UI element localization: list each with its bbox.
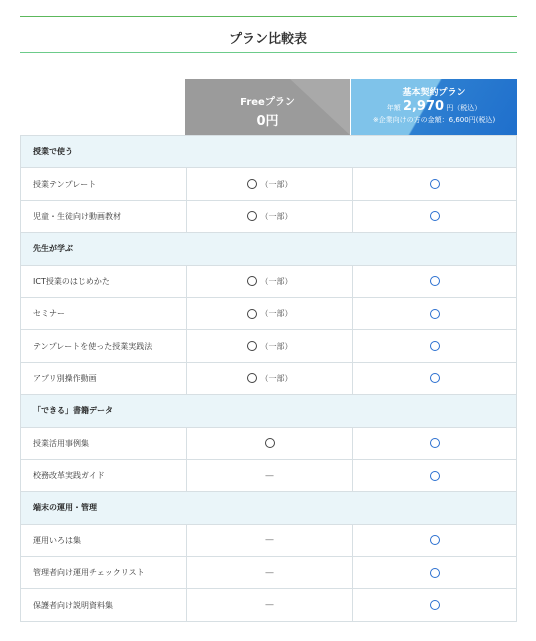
included-circle-icon: [430, 600, 440, 610]
free-plan-cell: [186, 201, 352, 232]
partial-note: （一部）: [260, 211, 293, 221]
included-circle-icon: [430, 438, 440, 448]
free-plan-cell: [186, 298, 352, 329]
section-row: [20, 492, 517, 524]
included-circle-icon: [247, 276, 257, 286]
included-circle-icon: [247, 179, 257, 189]
feature-label: 運用いろは集: [33, 535, 81, 545]
basic-plan-cell: [352, 395, 516, 426]
feature-label: 管理者向け運用チェックリスト: [33, 568, 145, 578]
free-plan-cell: [186, 266, 352, 297]
free-plan-cell: [186, 492, 352, 523]
free-plan-cell: [186, 557, 352, 588]
section-label: 「できる」書籍データ: [33, 406, 113, 416]
table-row: [20, 589, 517, 621]
free-plan-cell: [186, 525, 352, 556]
included-circle-icon: [430, 471, 440, 481]
table-row: [20, 298, 517, 330]
free-plan-name: Freeプラン: [240, 97, 295, 108]
basic-plan-header: [351, 79, 517, 135]
basic-plan-cell: [352, 589, 516, 620]
included-circle-icon: [265, 438, 275, 448]
basic-plan-cell: [352, 330, 516, 361]
basic-plan-cell: [352, 428, 516, 459]
feature-label: テンプレートを使った授業実践法: [33, 341, 153, 351]
basic-plan-cell: [352, 363, 516, 394]
free-plan-cell: [186, 363, 352, 394]
basic-plan-cell: [352, 460, 516, 491]
free-plan-cell: [186, 168, 352, 199]
comparison-table: [20, 135, 517, 622]
feature-label: 校務改革実践ガイド: [33, 471, 105, 481]
basic-plan-price-row: [351, 99, 517, 114]
basic-plan-note: ※企業向けの方の金額：6,600円(税込): [372, 116, 496, 124]
basic-plan-name: 基本契約プラン: [402, 88, 466, 98]
page-title: プラン比較表: [228, 32, 307, 47]
included-circle-icon: [430, 211, 440, 221]
top-divider: [20, 16, 517, 17]
basic-plan-cell: [352, 492, 516, 523]
free-plan-header: [185, 79, 350, 135]
table-row: [20, 525, 517, 557]
feature-label: アプリ別操作動画: [33, 373, 97, 383]
basic-plan-price-suffix: 円（税込）: [446, 104, 482, 112]
title-underline: [20, 52, 517, 53]
free-plan-cell: [186, 395, 352, 426]
feature-label: ICT授業のはじめかた: [33, 276, 110, 286]
section-row: [20, 233, 517, 265]
free-plan-cell: [186, 589, 352, 620]
not-included-dash-icon: —: [265, 470, 274, 481]
included-circle-icon: [247, 373, 257, 383]
basic-plan-price: 2,970: [402, 99, 445, 114]
basic-plan-cell: [352, 168, 516, 199]
included-circle-icon: [247, 211, 257, 221]
not-included-dash-icon: —: [265, 535, 274, 546]
free-plan-cell: [186, 460, 352, 491]
section-label: 端末の運用・管理: [33, 503, 97, 513]
basic-plan-price-prefix: 年額: [386, 104, 401, 112]
included-circle-icon: [247, 309, 257, 319]
feature-label: 授業活用事例集: [33, 438, 89, 448]
free-plan-cell: [186, 330, 352, 361]
feature-label: 授業テンプレート: [33, 179, 97, 189]
free-plan-cell: [186, 136, 352, 167]
table-row: [20, 330, 517, 362]
basic-plan-cell: [352, 298, 516, 329]
table-row: [20, 557, 517, 589]
included-circle-icon: [430, 179, 440, 189]
included-circle-icon: [430, 341, 440, 351]
free-plan-price: 0円: [256, 114, 279, 129]
included-circle-icon: [247, 341, 257, 351]
partial-note: （一部）: [260, 309, 293, 319]
free-plan-cell: [186, 428, 352, 459]
free-plan-cell: [186, 233, 352, 264]
partial-note: （一部）: [260, 373, 293, 383]
basic-plan-cell: [352, 136, 516, 167]
included-circle-icon: [430, 568, 440, 578]
included-circle-icon: [430, 535, 440, 545]
feature-label: 児童・生徒向け動画教材: [33, 211, 121, 221]
table-row: [20, 460, 517, 492]
basic-plan-cell: [352, 233, 516, 264]
table-row: [20, 428, 517, 460]
basic-plan-cell: [352, 201, 516, 232]
not-included-dash-icon: —: [265, 567, 274, 578]
section-label: 先生が学ぶ: [33, 244, 73, 254]
included-circle-icon: [430, 373, 440, 383]
feature-label: 保護者向け説明資料集: [33, 600, 113, 610]
included-circle-icon: [430, 309, 440, 319]
basic-plan-cell: [352, 525, 516, 556]
table-row: [20, 266, 517, 298]
feature-label: セミナー: [33, 309, 65, 319]
table-row: [20, 201, 517, 233]
partial-note: （一部）: [260, 341, 293, 351]
section-row: [20, 395, 517, 427]
partial-note: （一部）: [260, 276, 293, 286]
included-circle-icon: [430, 276, 440, 286]
table-row: [20, 363, 517, 395]
not-included-dash-icon: —: [265, 600, 274, 611]
partial-note: （一部）: [260, 179, 293, 189]
basic-plan-cell: [352, 266, 516, 297]
section-label: 授業で使う: [33, 147, 73, 157]
table-row: [20, 168, 517, 200]
section-row: [20, 136, 517, 168]
basic-plan-cell: [352, 557, 516, 588]
